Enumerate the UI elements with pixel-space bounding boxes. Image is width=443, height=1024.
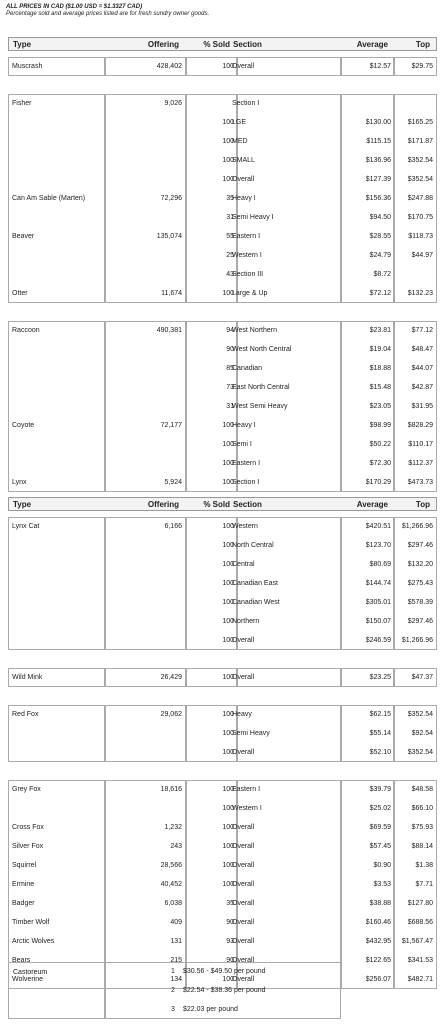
- table-row: [8, 378, 437, 397]
- table-row: [8, 416, 437, 435]
- cell-sold: 85: [226, 365, 234, 372]
- cell-sold: 35: [226, 900, 234, 907]
- cell-offering: 409: [170, 919, 182, 926]
- cell-offering: 9,026: [164, 100, 182, 107]
- price-note-line2: Percentage sold and average prices listed are for fresh sundry owner goods.: [6, 11, 210, 17]
- cell-type: Otter: [12, 290, 28, 297]
- cell-sold: 100: [222, 542, 234, 549]
- cell-section: Overall: [232, 919, 255, 926]
- cell-section: SMALL: [232, 157, 255, 164]
- cell-average: $246.59: [365, 637, 391, 644]
- cell-top: $352.54: [407, 749, 433, 756]
- cell-average: $28.55: [369, 233, 391, 240]
- col-offering: Offering: [147, 500, 179, 509]
- cell-sold: 100: [222, 786, 234, 793]
- price-table-1: [8, 57, 437, 492]
- table-row: [8, 359, 437, 378]
- table-row: [8, 743, 437, 762]
- cell-top: $170.75: [407, 214, 433, 221]
- table-row: [8, 913, 437, 932]
- cell-sold: 100: [222, 290, 234, 297]
- cell-section: Canadian: [232, 365, 262, 372]
- cell-top: $88.14: [411, 843, 433, 850]
- castoreum-price-range: $22.54 - $38.36 per pound: [183, 987, 266, 994]
- table-row: [8, 454, 437, 473]
- col-top: Top: [415, 40, 430, 49]
- cell-offering: 131: [170, 938, 182, 945]
- cell-section: Semi Heavy I: [232, 214, 274, 221]
- cell-average: $0.90: [373, 862, 391, 869]
- col-type: Type: [13, 40, 32, 49]
- cell-top: $44.97: [411, 252, 433, 259]
- cell-section: Heavy I: [232, 422, 256, 429]
- cell-offering: 29,062: [160, 711, 182, 718]
- castoreum-label-cell: [8, 962, 105, 1019]
- table-row: [8, 227, 437, 246]
- castoreum-price-range: $30.56 - $49.50 per pound: [183, 968, 266, 975]
- cell-sold: 100: [222, 138, 234, 145]
- cell-top: $352.54: [407, 157, 433, 164]
- cell-top: $48.58: [411, 786, 433, 793]
- cell-sold: 100: [222, 441, 234, 448]
- cell-average: $8.72: [373, 271, 391, 278]
- col-section: Section: [233, 40, 262, 49]
- cell-offering: 1,232: [164, 824, 182, 831]
- table2-header: [8, 497, 437, 511]
- cell-section: Overall: [232, 637, 255, 644]
- cell-section: Overall: [232, 881, 255, 888]
- cell-section: West North Central: [232, 346, 292, 353]
- col-type: Type: [13, 500, 32, 509]
- cell-type: Ermine: [12, 881, 35, 888]
- cell-sold: 100: [222, 730, 234, 737]
- cell-sold: 90: [226, 346, 234, 353]
- cell-section: Overall: [232, 63, 255, 70]
- cell-sold: 100: [222, 479, 234, 486]
- cell-average: $127.39: [365, 176, 391, 183]
- cell-offering: 428,402: [156, 63, 182, 70]
- cell-top: $352.54: [407, 176, 433, 183]
- table-row: [8, 668, 437, 687]
- cell-offering: 72,177: [160, 422, 182, 429]
- cell-section: LGE: [232, 119, 247, 126]
- table-row: [8, 724, 437, 743]
- cell-section: Northern: [232, 618, 260, 625]
- cell-top: $42.87: [411, 384, 433, 391]
- cell-section: Western I: [232, 252, 262, 259]
- col-section: Section: [233, 500, 262, 509]
- cell-type: Arctic Wolves: [12, 938, 55, 945]
- cell-sold: 73: [226, 384, 234, 391]
- cell-type: Cross Fox: [12, 824, 44, 831]
- cell-top: $688.56: [407, 919, 433, 926]
- cell-section: MED: [232, 138, 248, 145]
- cell-top: $275.43: [407, 580, 433, 587]
- cell-sold: 100: [222, 523, 234, 530]
- castoreum-label: Castoreum: [13, 969, 48, 976]
- cell-sold: 100: [222, 711, 234, 718]
- cell-sold: 100: [222, 561, 234, 568]
- cell-type: Raccoon: [12, 327, 40, 334]
- cell-top: $132.20: [407, 561, 433, 568]
- cell-sold: 90: [226, 957, 234, 964]
- cell-sold: 100: [222, 824, 234, 831]
- cell-offering: 11,674: [161, 290, 182, 297]
- cell-top: $31.95: [411, 403, 433, 410]
- cell-top: $171.87: [407, 138, 433, 145]
- price-note: [6, 4, 209, 18]
- price-note-line1: ALL PRICES IN CAD ($1.00 USD = $1.3327 CAD): [6, 4, 143, 10]
- col-average: Average: [356, 500, 388, 509]
- cell-average: $57.45: [369, 843, 391, 850]
- cell-average: $39.79: [369, 786, 391, 793]
- table-row: [8, 856, 437, 875]
- cell-average: $130.00: [365, 119, 391, 126]
- cell-sold: 100: [222, 843, 234, 850]
- cell-type: Grey Fox: [12, 786, 41, 793]
- table-row: [8, 113, 437, 132]
- cell-type: Muscrash: [12, 63, 43, 70]
- cell-section: Large & Up: [232, 290, 268, 297]
- table-row: [8, 132, 437, 151]
- cell-section: Semi Heavy: [232, 730, 270, 737]
- cell-average: $144.74: [365, 580, 391, 587]
- cell-average: $25.02: [369, 805, 391, 812]
- cell-section: West Northern: [232, 327, 277, 334]
- cell-average: $24.79: [369, 252, 391, 259]
- cell-top: $828.29: [407, 422, 433, 429]
- cell-sold: 100: [222, 862, 234, 869]
- cell-average: $123.70: [365, 542, 391, 549]
- cell-top: $352.54: [407, 711, 433, 718]
- table-row: [8, 932, 437, 951]
- cell-top: $1,567.47: [401, 938, 433, 945]
- cell-sold: 100: [222, 460, 234, 467]
- cell-offering: 5,924: [164, 479, 182, 486]
- cell-top: $1,266.96: [401, 523, 433, 530]
- cell-section: Overall: [232, 824, 255, 831]
- cell-section: Western I: [232, 805, 262, 812]
- cell-top: $66.10: [411, 805, 433, 812]
- cell-section: Canadian East: [232, 580, 278, 587]
- table-row: [8, 284, 437, 303]
- cell-top: $77.12: [411, 327, 433, 334]
- cell-type: Silver Fox: [12, 843, 44, 850]
- cell-sold: 100: [222, 63, 234, 70]
- cell-offering: 215: [170, 957, 182, 964]
- table-row: [8, 894, 437, 913]
- cell-sold: 100: [222, 599, 234, 606]
- cell-top: $132.23: [407, 290, 433, 297]
- cell-sold: 100: [222, 119, 234, 126]
- cell-sold: 43: [226, 271, 234, 278]
- cell-offering: 490,381: [156, 327, 182, 334]
- table-row: [8, 473, 437, 492]
- cell-section: East North Central: [232, 384, 290, 391]
- cell-average: $15.48: [369, 384, 391, 391]
- cell-average: $115.15: [366, 138, 391, 145]
- cell-type: Lynx: [12, 479, 27, 486]
- cell-average: $69.59: [369, 824, 391, 831]
- cell-section: Western: [232, 523, 258, 530]
- cell-average: $160.46: [365, 919, 391, 926]
- cell-section: Central: [232, 561, 255, 568]
- cell-average: $305.01: [365, 599, 391, 606]
- cell-average: $72.12: [369, 290, 391, 297]
- cell-offering: 6,038: [164, 900, 182, 907]
- cell-offering: 72,296: [160, 195, 182, 202]
- castoreum-grade: 3: [171, 1006, 175, 1013]
- table-row: [8, 536, 437, 555]
- cell-average: $98.99: [369, 422, 391, 429]
- cell-section: Heavy: [232, 711, 252, 718]
- cell-type: Squirrel: [12, 862, 37, 869]
- cell-section: Section III: [232, 271, 264, 278]
- cell-top: $110.17: [408, 441, 433, 448]
- cell-sold: 100: [222, 580, 234, 587]
- table-row: [8, 593, 437, 612]
- cell-sold: 100: [222, 422, 234, 429]
- cell-average: $55.14: [369, 730, 391, 737]
- col-average: Average: [356, 40, 388, 49]
- cell-sold: 100: [222, 637, 234, 644]
- cell-section: Eastern I: [232, 786, 261, 793]
- cell-sold: 100: [222, 618, 234, 625]
- cell-average: $150.07: [365, 618, 391, 625]
- cell-top: $127.80: [407, 900, 433, 907]
- cell-section: Overall: [232, 976, 255, 983]
- cell-sold: 90: [226, 919, 234, 926]
- cell-offering: 6,166: [164, 523, 182, 530]
- cell-sold: 100: [222, 157, 234, 164]
- cell-section: Canadian West: [232, 599, 280, 606]
- table-row: [8, 517, 437, 536]
- cell-sold: 100: [222, 674, 234, 681]
- cell-top: $118.73: [408, 233, 433, 240]
- cell-section: West Semi Heavy: [232, 403, 288, 410]
- cell-average: $23.25: [369, 674, 391, 681]
- cell-sold: 100: [222, 749, 234, 756]
- table-row: [8, 631, 437, 650]
- cell-section: Overall: [232, 843, 255, 850]
- cell-average: $12.57: [369, 63, 391, 70]
- col-offering: Offering: [147, 40, 179, 49]
- cell-section: Section I: [232, 479, 260, 486]
- cell-type: Badger: [12, 900, 35, 907]
- cell-average: $62.15: [369, 711, 391, 718]
- cell-offering: 134: [170, 976, 182, 983]
- cell-section: Overall: [232, 674, 255, 681]
- cell-sold: 100: [222, 805, 234, 812]
- cell-sold: 25: [226, 252, 234, 259]
- table1-header: [8, 37, 437, 51]
- cell-section: Section I: [232, 100, 260, 107]
- cell-section: Overall: [232, 176, 255, 183]
- cell-average: $23.05: [369, 403, 391, 410]
- cell-average: $256.07: [365, 976, 391, 983]
- col-sold: % Sold: [203, 500, 230, 509]
- cell-average: $156.36: [365, 195, 391, 202]
- table-row: [8, 151, 437, 170]
- cell-average: $94.50: [369, 214, 391, 221]
- table-row: [8, 780, 437, 799]
- cell-top: $75.93: [411, 824, 433, 831]
- cell-type: Can Am Sable (Marten): [12, 195, 86, 202]
- cell-section: Overall: [232, 938, 255, 945]
- cell-top: $341.53: [407, 957, 433, 964]
- cell-section: Overall: [232, 957, 255, 964]
- cell-top: $7.71: [415, 881, 433, 888]
- cell-type: Fisher: [12, 100, 32, 107]
- cell-section: Overall: [232, 749, 255, 756]
- cell-top: $165.25: [407, 119, 433, 126]
- cell-section: Semi I: [232, 441, 252, 448]
- cell-section: North Central: [232, 542, 274, 549]
- cell-sold: 100: [222, 881, 234, 888]
- cell-section: Overall: [232, 862, 255, 869]
- cell-top: $47.37: [411, 674, 433, 681]
- cell-offering: 243: [170, 843, 182, 850]
- cell-average: $170.29: [365, 479, 391, 486]
- cell-top: $92.54: [411, 730, 433, 737]
- cell-average: $136.96: [365, 157, 391, 164]
- castoreum-grade: 2: [171, 987, 175, 994]
- cell-average: $38.88: [369, 900, 391, 907]
- cell-sold: 55: [226, 233, 234, 240]
- table-row: [8, 170, 437, 189]
- table-row: [8, 265, 437, 284]
- cell-average: $18.88: [369, 365, 391, 372]
- cell-offering: 18,616: [160, 786, 182, 793]
- table-row: [8, 875, 437, 894]
- castoreum-price-range: $22.03 per pound: [183, 1006, 238, 1013]
- table-row: [8, 818, 437, 837]
- cell-average: $80.69: [369, 561, 391, 568]
- table-row: [8, 435, 437, 454]
- cell-average: $432.95: [365, 938, 391, 945]
- table-row: [8, 705, 437, 724]
- cell-top: $247.88: [407, 195, 433, 202]
- table-row: [8, 57, 437, 76]
- cell-type: Beaver: [12, 233, 35, 240]
- cell-section: Eastern I: [232, 233, 261, 240]
- price-table-2: [8, 517, 437, 989]
- col-sold: % Sold: [203, 40, 230, 49]
- cell-type: Wild Mink: [12, 674, 43, 681]
- cell-average: $50.22: [369, 441, 391, 448]
- table-row: [8, 574, 437, 593]
- cell-top: $1,266.96: [401, 637, 433, 644]
- cell-average: $3.53: [373, 881, 391, 888]
- table-row: [8, 612, 437, 631]
- cell-type: Red Fox: [12, 711, 39, 718]
- cell-average: $19.04: [369, 346, 391, 353]
- table-row: [8, 246, 437, 265]
- cell-top: $473.73: [407, 479, 433, 486]
- table-row: [8, 208, 437, 227]
- cell-top: $482.71: [407, 976, 433, 983]
- cell-offering: 26,429: [160, 674, 182, 681]
- castoreum-grade: 1: [171, 968, 175, 975]
- table-row: [8, 321, 437, 340]
- cell-average: $52.10: [369, 749, 391, 756]
- cell-section: Heavy I: [232, 195, 256, 202]
- cell-top: $297.46: [407, 618, 433, 625]
- table-row: [8, 94, 437, 113]
- cell-top: $44.07: [411, 365, 433, 372]
- cell-average: $72.30: [369, 460, 391, 467]
- cell-offering: 135,074: [156, 233, 182, 240]
- table-row: [8, 397, 437, 416]
- cell-type: Lynx Cat: [12, 523, 40, 530]
- cell-average: $122.65: [365, 957, 391, 964]
- cell-top: $1.38: [415, 862, 433, 869]
- table-row: [8, 340, 437, 359]
- cell-sold: 100: [222, 176, 234, 183]
- cell-section: Overall: [232, 900, 255, 907]
- cell-type: Coyote: [12, 422, 35, 429]
- table-row: [8, 189, 437, 208]
- cell-sold: 31: [226, 214, 234, 221]
- cell-sold: 93: [226, 938, 234, 945]
- cell-average: $23.81: [369, 327, 391, 334]
- cell-top: $112.37: [408, 460, 433, 467]
- cell-sold: 35: [226, 195, 234, 202]
- cell-type: Bears: [12, 957, 31, 964]
- cell-offering: 40,452: [160, 881, 182, 888]
- cell-offering: 28,566: [160, 862, 182, 869]
- cell-type: Timber Wolf: [12, 919, 50, 926]
- cell-section: Eastern I: [232, 460, 261, 467]
- cell-top: $48.47: [411, 346, 433, 353]
- cell-sold: 31: [226, 403, 234, 410]
- cell-sold: 94: [226, 327, 234, 334]
- cell-top: $297.46: [407, 542, 433, 549]
- cell-top: $29.75: [411, 63, 433, 70]
- cell-type: Wolverine: [12, 976, 43, 983]
- cell-top: $578.39: [407, 599, 433, 606]
- table-row: [8, 837, 437, 856]
- table-row: [8, 555, 437, 574]
- cell-average: $420.51: [365, 523, 391, 530]
- cell-sold: 100: [222, 976, 234, 983]
- col-top: Top: [415, 500, 430, 509]
- table-row: [8, 799, 437, 818]
